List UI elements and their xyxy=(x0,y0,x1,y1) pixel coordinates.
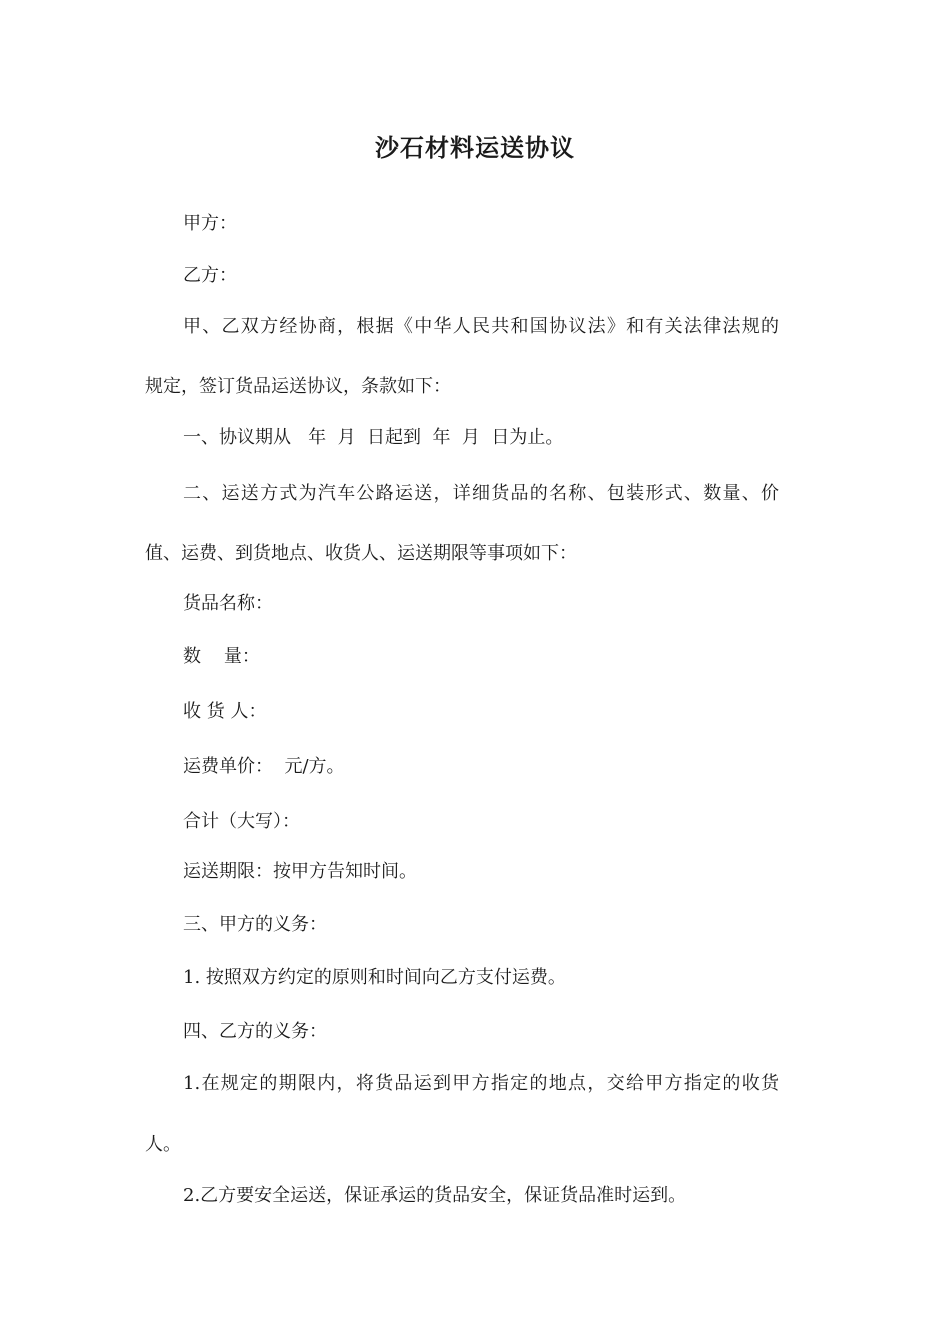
clause-3-item-1: 1. 按照双方约定的原则和时间向乙方支付运费。 xyxy=(183,967,566,988)
goods-name-field: 货品名称： xyxy=(183,593,273,614)
clause-4-heading: 四、乙方的义务： xyxy=(183,1021,327,1042)
unit-price-field: 运费单价： 元/方。 xyxy=(183,756,345,777)
intro-paragraph-line-2: 规定，签订货品运送协议，条款如下： xyxy=(145,376,451,397)
clause-1: 一、协议期从 年 月 日起到 年 月 日为止。 xyxy=(183,427,564,448)
quantity-field: 数 量： xyxy=(183,646,260,667)
intro-paragraph-line-1: 甲、乙双方经协商，根据《中华人民共和国协议法》和有关法律法规的 xyxy=(183,316,779,337)
consignee-field: 收 货 人： xyxy=(183,701,267,722)
document-title: 沙石材料运送协议 xyxy=(375,133,575,162)
clause-4-item-1-line-2: 人。 xyxy=(145,1134,181,1155)
deadline-field: 运送期限：按甲方告知时间。 xyxy=(183,861,417,882)
clause-4-item-2: 2.乙方要安全运送，保证承运的货品安全，保证货品准时运到。 xyxy=(183,1185,687,1206)
clause-3-heading: 三、甲方的义务： xyxy=(183,914,327,935)
clause-2-line-2: 值、运费、到货地点、收货人、运送期限等事项如下： xyxy=(145,543,577,564)
total-field: 合计（大写）： xyxy=(183,811,300,832)
party-b-label: 乙方： xyxy=(183,265,237,286)
party-a-label: 甲方： xyxy=(183,213,237,234)
clause-2-line-1: 二、运送方式为汽车公路运送，详细货品的名称、包装形式、数量、价 xyxy=(183,483,779,504)
clause-4-item-1-line-1: 1.在规定的期限内，将货品运到甲方指定的地点，交给甲方指定的收货 xyxy=(183,1073,779,1094)
